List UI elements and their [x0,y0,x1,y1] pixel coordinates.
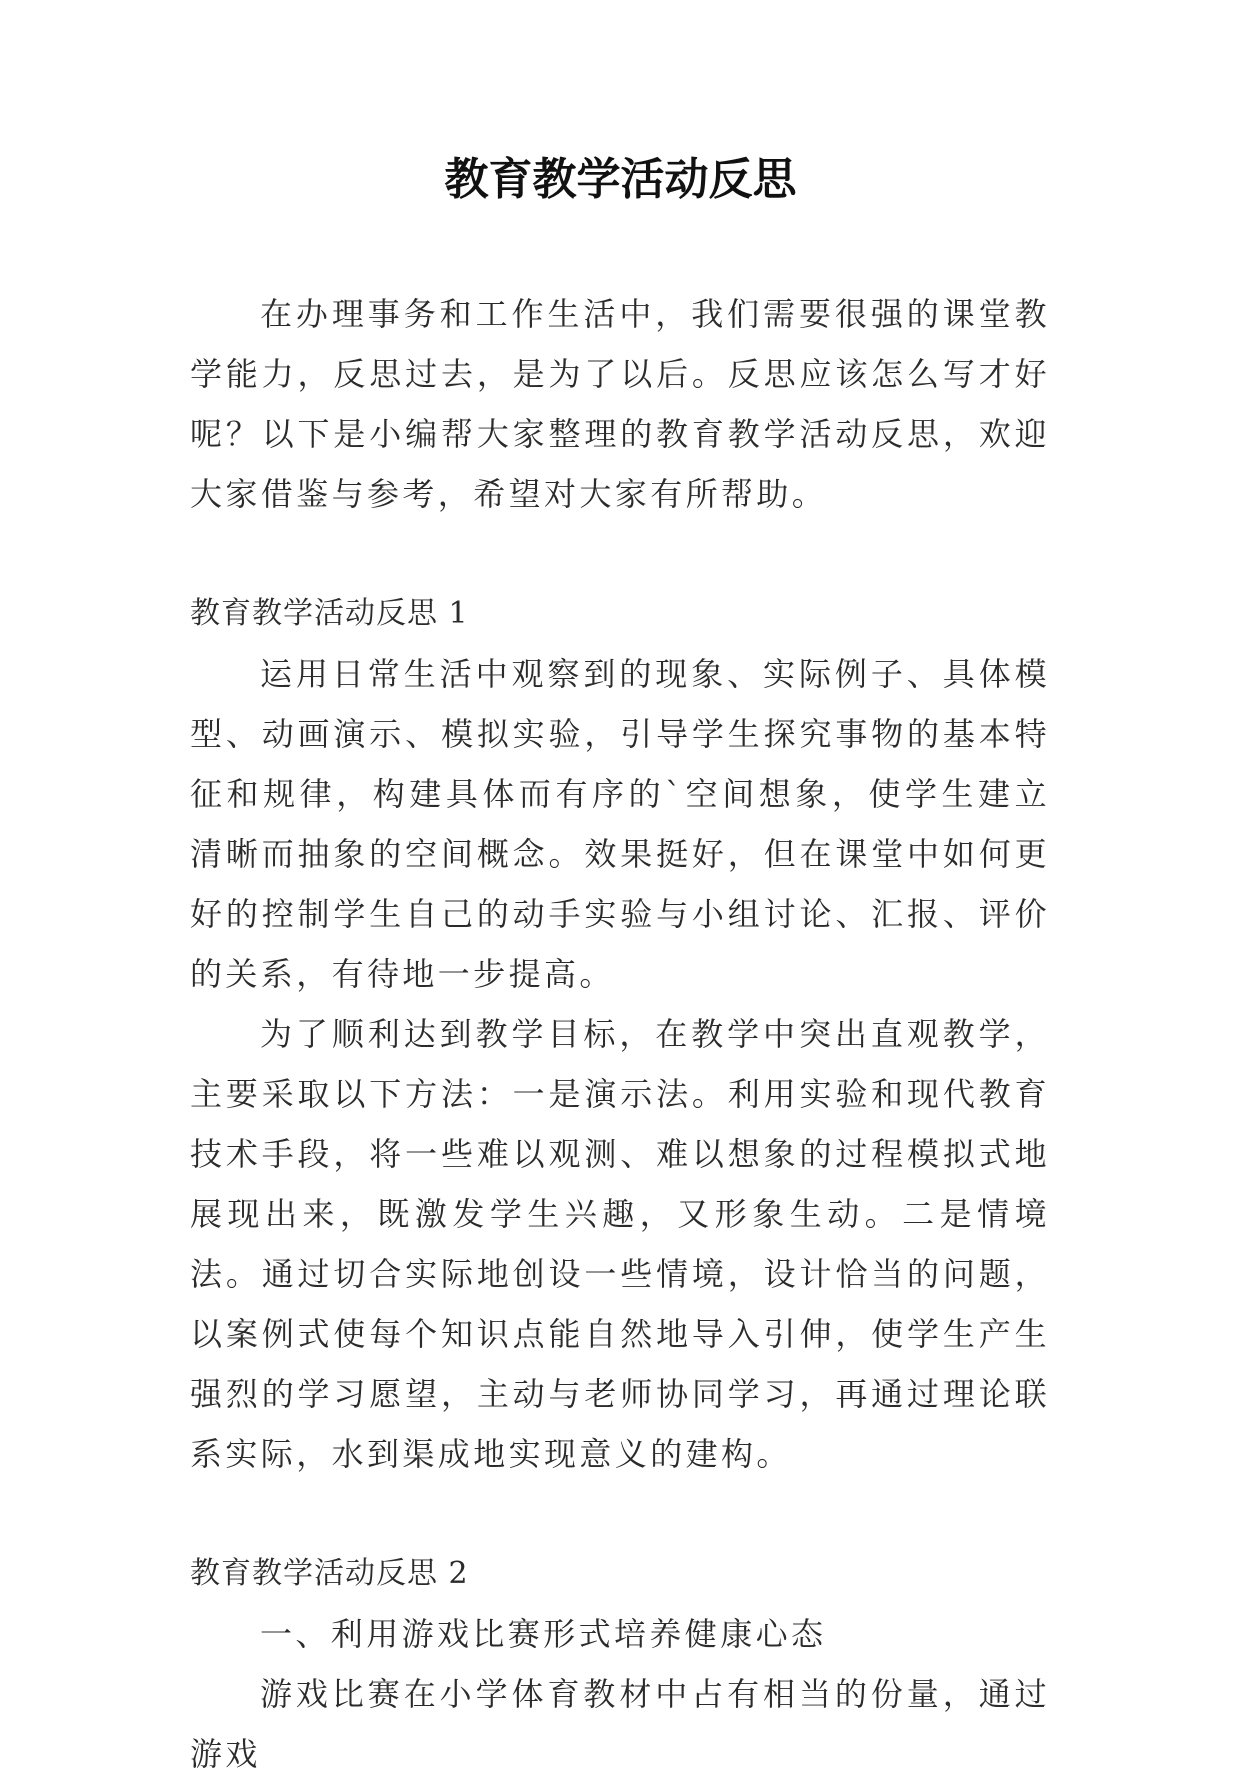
section-heading-2: 教育教学活动反思 2 [190,1556,469,1591]
document-title: 教育教学活动反思 [444,154,797,205]
section-heading-1: 教育教学活动反思 1 [190,596,469,631]
section-1-paragraph-2: 为了顺利达到教学目标，在教学中突出直观教学，主要采取以下方法：一是演示法。利用实验和现代教育技术手段，将一些难以观测、难以想象的过程模拟式地展现出来，既激发学生兴趣，又形象生动。二是情境法。通过切合实际地创设一些情境，设计恰当的问题，以案例式使每个知识点能自然地导入引伸，使学生产生强烈的学习愿望，主动与老师协同学习，再通过理论联系实际，水到渠成地实现意义的建构。 [190,1015,1050,1473]
section-2-paragraph-1: 游戏比赛在小学体育教材中占有相当的份量，通过游戏 [190,1675,1050,1773]
section-spacer [190,524,1050,584]
section-2-subheading: 一、利用游戏比赛形式培养健康心态 [260,1615,827,1653]
section-1-paragraph-1: 运用日常生活中观察到的现象、实际例子、具体模型、动画演示、模拟实验，引导学生探究事物的基本特征和规律，构建具体而有序的`空间想象，使学生建立清晰而抽象的空间概念。效果挺好，但在课堂中如何更好的控制学生自己的动手实验与小组讨论、汇报、评价的关系，有待地一步提高。 [190,655,1050,993]
section-spacer [190,1484,1050,1544]
document-body [190,284,1050,1784]
intro-paragraph: 在办理事务和工作生活中，我们需要很强的课堂教学能力，反思过去，是为了以后。反思应该怎么写才好呢？以下是小编帮大家整理的教育教学活动反思，欢迎大家借鉴与参考，希望对大家有所帮助。 [190,295,1050,513]
